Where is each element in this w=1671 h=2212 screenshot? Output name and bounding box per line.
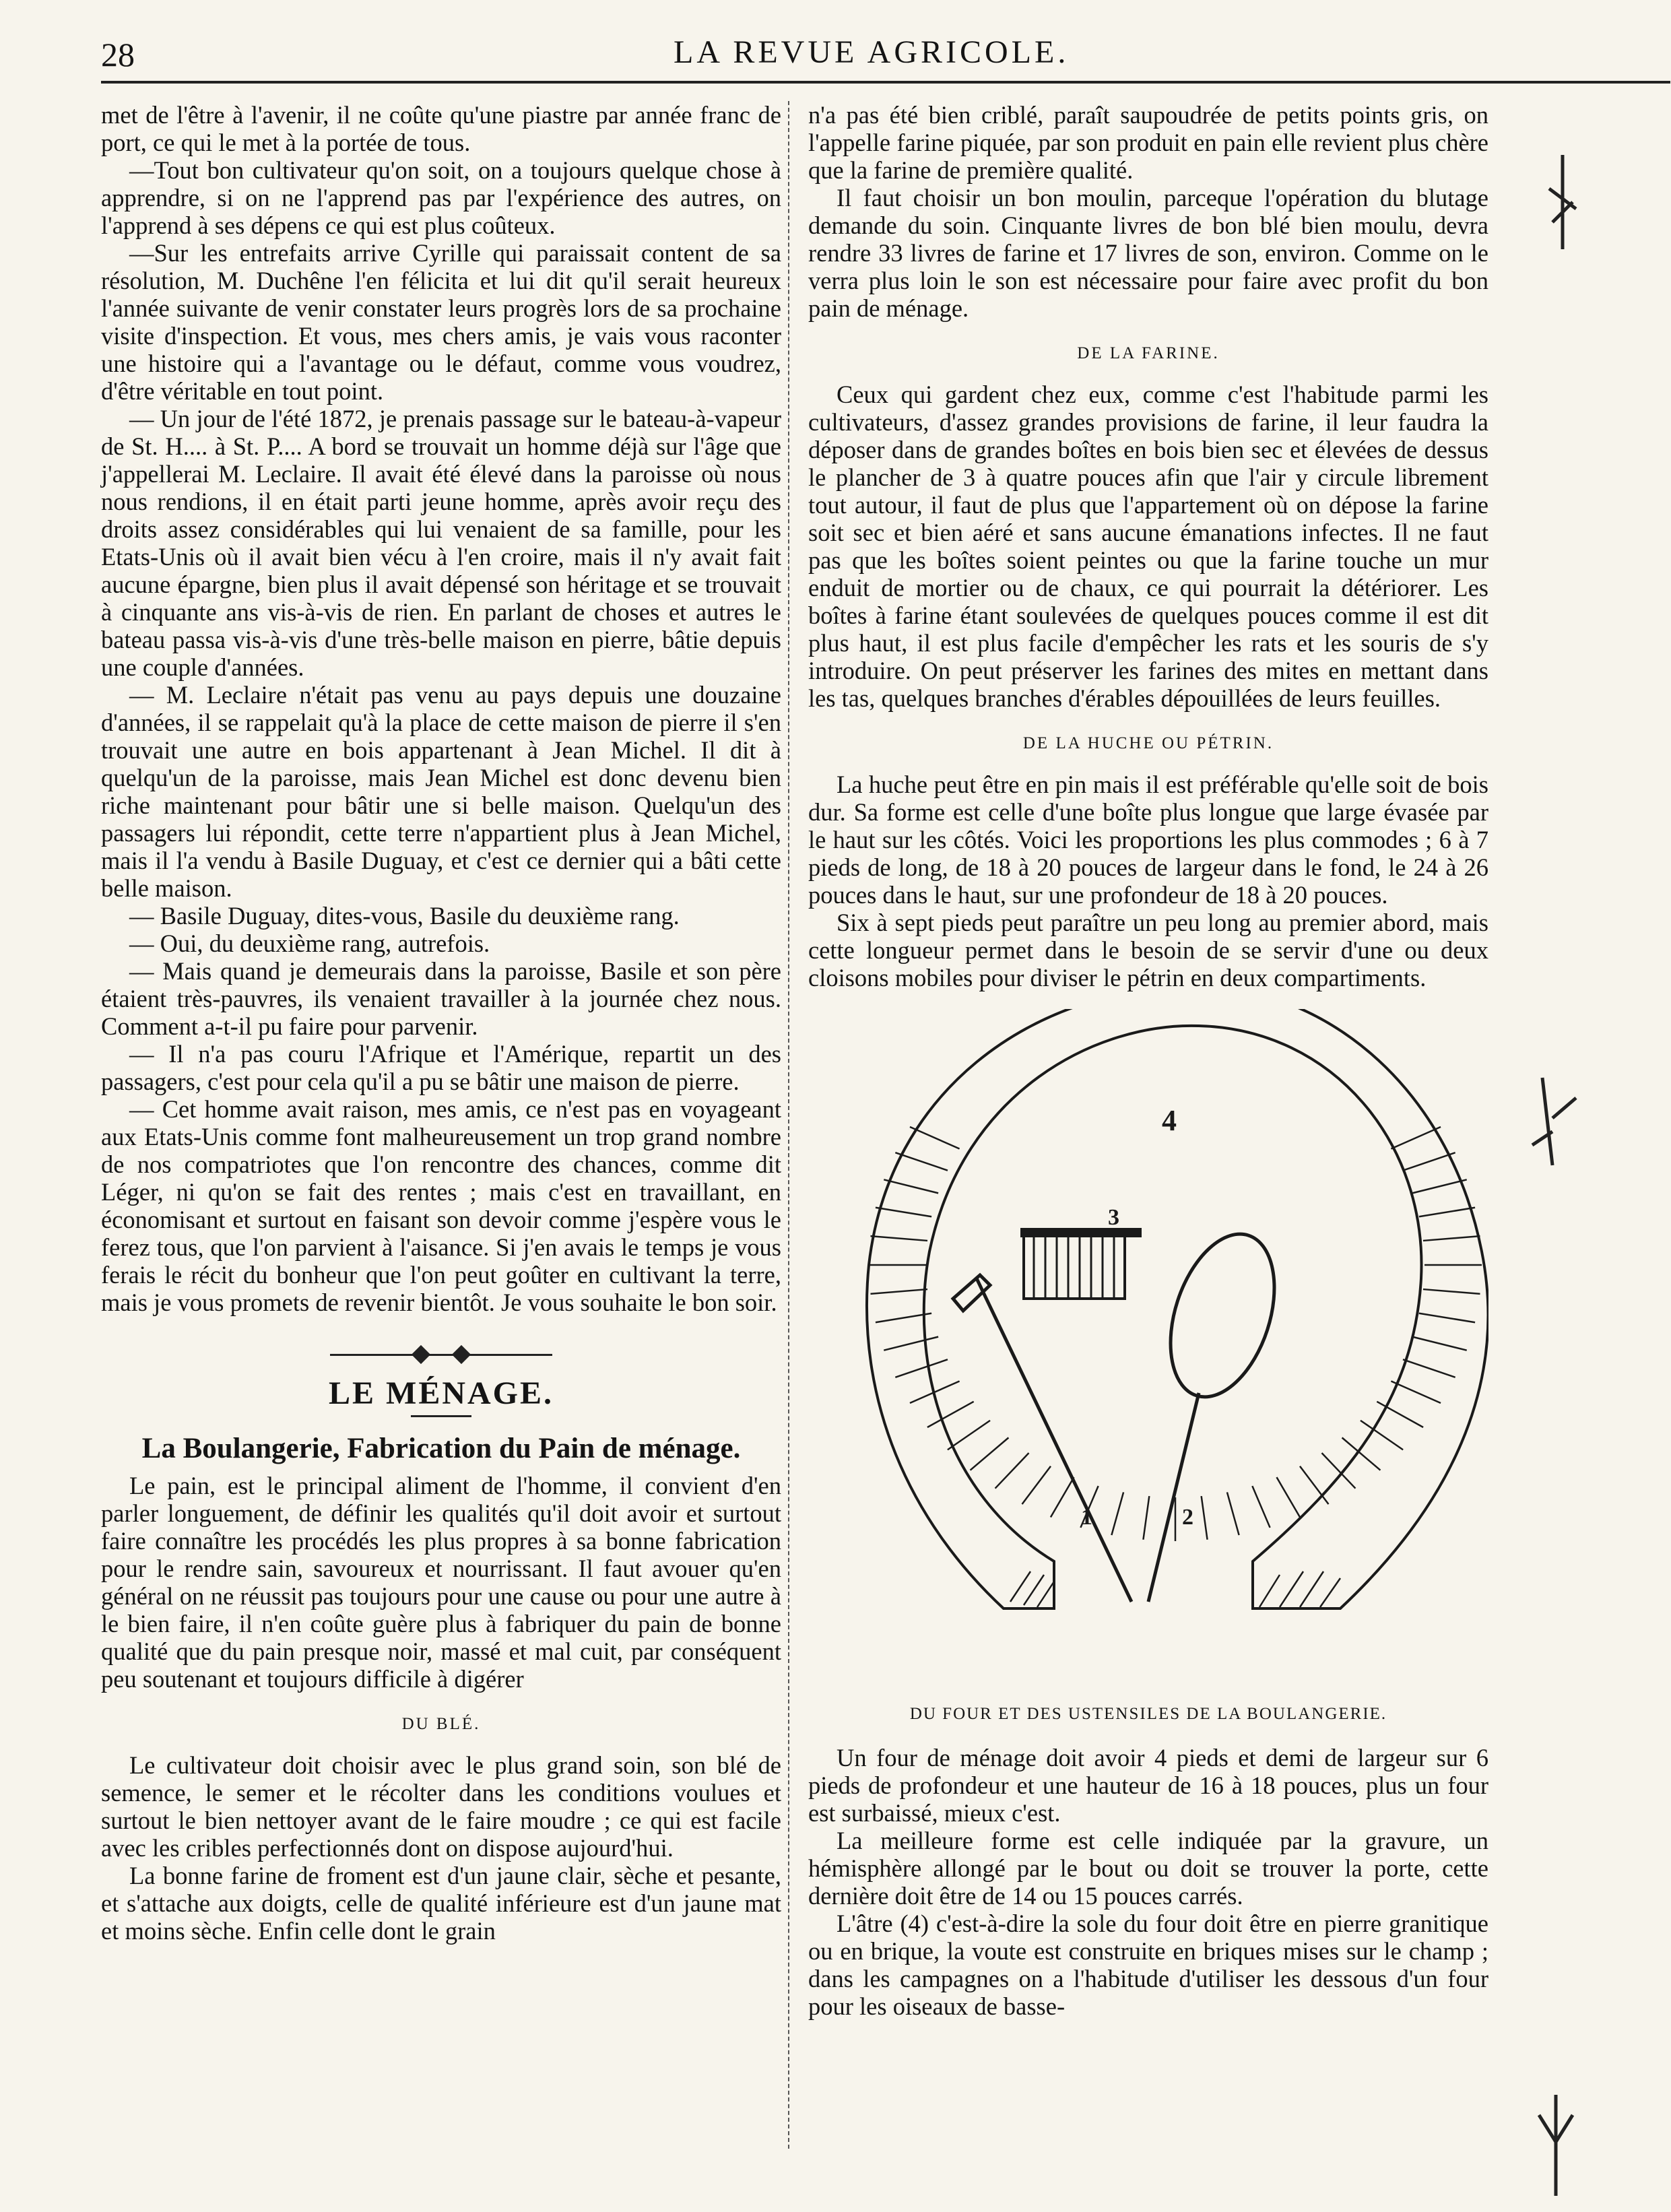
oven-illustration <box>808 1009 1488 1689</box>
label-3: 3 <box>1108 1205 1119 1230</box>
brick-joint <box>1423 1236 1480 1241</box>
brick-joint <box>870 1289 927 1294</box>
paragraph: —Sur les entrefaits arrive Cyrille qui paraissait content de sa résolution, M. Duchêne l'en félicita et lui dit qu'il serait heureux l'année suivante de venir constater leurs progrès lors de sa prochaine visite d'inspection. Et vous, mes chers amis, je vais vous raconter une histoire qui a l'avantage ou le défaut, comme vous voudrez, d'être véritable en tout point. <box>101 239 781 405</box>
brick-joint <box>1391 1381 1441 1404</box>
margin-mark <box>1522 1071 1583 1179</box>
label-4: 4 <box>1162 1104 1177 1137</box>
page-header <box>101 28 1670 84</box>
brick-joint <box>1403 1359 1455 1377</box>
brick-joint <box>1022 1466 1051 1504</box>
brick-joint <box>876 1208 931 1217</box>
article-title: La Boulangerie, Fabrication du Pain de ménage. <box>141 1433 741 1464</box>
brick-joint <box>1276 1477 1300 1517</box>
title-rule <box>411 1415 471 1417</box>
brick-joint <box>895 1152 948 1170</box>
brick-joint <box>927 1402 974 1427</box>
brick-joint <box>1300 1466 1329 1504</box>
oven-figure <box>808 1009 1488 1689</box>
paragraph: met de l'être à l'avenir, il ne coûte qu'une piastre par année franc de port, ce qui le met à la portée de tous. <box>101 101 781 156</box>
column-divider <box>788 101 789 2149</box>
door-hatching <box>1010 1571 1340 1607</box>
label-1: 1 <box>1081 1505 1092 1530</box>
paragraph: La bonne farine de froment est d'un jaune clair, sèche et pesante, et s'attache aux doigts, celle de qualité inférieure est d'un jaune mat et moins sèche. Enfin celle dont le grain <box>101 1862 781 1945</box>
paragraph: Le cultivateur doit choisir avec le plus grand soin, son blé de semence, le semer et le récolter dans les conditions voulues et surtout le bien nettoyer avant de le faire moudre ; ce qui est facile avec les cribles perfectionnés dont on dispose aujourd'hui. <box>101 1751 781 1862</box>
subhead-huche: DE LA HUCHE OU PÉTRIN. <box>1022 734 1274 752</box>
brick-joint <box>1377 1402 1423 1427</box>
paragraph: La meilleure forme est celle indiquée par la gravure, un hémisphère allongé par le bout ou doit se trouver la porte, cette dernière doit être de 14 ou 15 pouces carrés. <box>808 1827 1488 1910</box>
paragraph: L'âtre (4) c'est-à-dire la sole du four doit être en pierre granitique ou en brique, la voute est construite en briques mises sur le champ ; dans les campagnes on a l'habitude d'utiliser les dessous d'un four pour les oiseaux de basse- <box>808 1910 1488 2020</box>
figure-caption: DU FOUR ET DES USTENSILES DE LA BOULANGERIE. <box>909 1705 1387 1723</box>
label-2: 2 <box>1182 1505 1193 1530</box>
left-column <box>101 101 781 1945</box>
margin-mark <box>1536 148 1590 263</box>
brick-joint <box>884 1179 938 1193</box>
brick-joint <box>1412 1337 1467 1351</box>
paragraph: n'a pas été bien criblé, paraît saupoudrée de petits points gris, on l'appelle farine piquée, par son produit en pain elle revient plus chère que la farine de première qualité. <box>808 101 1488 184</box>
margin-mark <box>1529 2088 1583 2203</box>
brick-joint <box>1321 1453 1355 1489</box>
running-title: LA REVUE AGRICOLE. <box>674 34 1070 70</box>
brick-joint <box>995 1453 1029 1489</box>
page-number: 28 <box>101 36 135 73</box>
paragraph: — M. Leclaire n'était pas venu au pays depuis une douzaine d'années, il se rappelait qu'à la place de cette maison de pierre il s'en trouvait une autre en bois appartenant à Jean Michel. Il dit à quelqu'un de la paroisse, mais Jean Michel est donc devenu bien riche maintenant pour bâtir une si belle maison. Quelqu'un des passagers lui répondit, cette terre n'appartient plus à Jean Michel, mais il l'a vendu à Basile Duguay, et c'est ce dernier qui a bâti cette belle maison. <box>101 681 781 902</box>
brush-utensil <box>1020 1228 1142 1299</box>
right-column <box>808 101 1488 2020</box>
section-ornament <box>330 1346 552 1363</box>
brick-joint <box>1361 1421 1403 1450</box>
brick-joint <box>1423 1289 1480 1294</box>
subhead-ble: DU BLÉ. <box>401 1715 481 1733</box>
brick-joint <box>948 1421 990 1450</box>
paragraph: — Un jour de l'été 1872, je prenais passage sur le bateau-à-vapeur de St. H.... à St. P.... A bord se trouvait un homme déjà sur l'âge que j'appellerai M. Leclaire. Il avait été élevé dans la paroisse où nous nous rendions, il en était parti jeune homme, après avoir reçu des droits assez considérables qui lui venaient de sa famille, pour les Etats-Unis où il avait bien vécu à l'en croire, mais il n'y avait fait aucune épargne, bien plus il avait dépensé son héritage et se trouvait à cinquante ans vis-à-vis de rien. En parlant de choses et autres le bateau passa vis-à-vis d'une très-belle maison en pierre, bâtie depuis une couple d'années. <box>101 405 781 681</box>
paragraph: —Tout bon cultivateur qu'on soit, on a toujours quelque chose à apprendre, si on ne l'apprend pas par l'expérience des autres, on l'apprend à ses dépens ce qui est plus coûteux. <box>101 156 781 239</box>
paragraph: — Il n'a pas couru l'Afrique et l'Amérique, repartit un des passagers, c'est pour cela qu'il a pu se bâtir une maison de pierre. <box>101 1040 781 1095</box>
brick-joint <box>1202 1496 1208 1540</box>
paragraph: Un four de ménage doit avoir 4 pieds et demi de largeur sur 6 pieds de profondeur et une hauteur de 16 à 18 pouces, plus un four est surbaissé, mieux c'est. <box>808 1744 1488 1827</box>
paragraph: — Cet homme avait raison, mes amis, ce n'est pas en voyageant aux Etats-Unis comme font malheureusement un trop grand nombre de nos compatriotes que l'on rencontre des chances, comme dit Léger, ni qu'on se fait des rentes ; mais c'est en travaillant, en économisant et surtout en faisant son devoir comme j'espère vous le ferez tous, que l'on parvient à l'aisance. Si j'en avais le temps je vous ferais le récit du bonheur que l'on peut goûter en cultivant la terre, mais je vous promets de revenir bientôt. Je vous souhaite le bon soir. <box>101 1095 781 1316</box>
paragraph: Il faut choisir un bon moulin, parceque l'opération du blutage demande du soin. Cinquante livres de bon blé bien moulu, devra rendre 33 livres de farine et 17 livres de son, environ. Comme on le verra plus loin le son est nécessaire pour faire avec profit du bon pain de ménage. <box>808 184 1488 322</box>
brick-joint <box>910 1127 960 1149</box>
brick-joint <box>971 1437 1009 1470</box>
paragraph: Ceux qui gardent chez eux, comme c'est l'habitude parmi les cultivateurs, d'assez grandes provisions de farine, il leur faudra la déposer dans de grandes boîtes en bois bien sec et élevées de dessus le plancher de 3 à quatre pouces afin que l'air y circule librement tout autour, il faut de plus que l'appartement où on dépose la farine soit sec et bien aéré et sans aucune émanations infectes. Il ne faut pas que les boîtes soient peintes ou que la farine touche un mur enduit de mortier ou de chaux, ce qui pourrait la détériorer. Les boîtes à farine étant soulevées de quelques pouces comme il est dit plus haut, il est plus facile d'empêcher les rats et les souris de s'y introduire. On peut préserver les farines des mites en mettant dans les tas, quelques branches d'érables dépouillées de leurs feuilles. <box>808 381 1488 712</box>
brick-joint <box>884 1337 938 1351</box>
brick-joint <box>1227 1492 1239 1535</box>
brick-joint <box>1412 1179 1467 1193</box>
brick-joint <box>1419 1313 1475 1323</box>
brick-joint <box>1391 1127 1441 1149</box>
brick-joint <box>1419 1208 1475 1217</box>
brick-joint <box>895 1359 948 1377</box>
subhead-farine: DE LA FARINE. <box>1077 344 1220 362</box>
brick-joint <box>1143 1496 1149 1540</box>
brick-joint <box>1111 1492 1123 1535</box>
paragraph: Le pain, est le principal aliment de l'homme, il convient d'en parler longuement, de définir les qualités qu'il doit avoir et surtout faire connaître les procédés les plus propres à sa bonne fabrication pour le rendre sain, savoureux et nourrissant. Il faut avouer qu'en général on ne réussit pas toujours pour une cause ou pour une autre à le bien faire, il n'en coûte guère plus à fabriquer du pain de bonne qualité que du pain presque noir, massé et mal cuit, par conséquent peu soutenant et toujours difficile à digérer <box>101 1472 781 1693</box>
paragraph: Six à sept pieds peut paraître un peu long au premier abord, mais cette longueur permet dans le besoin de se servir d'une ou deux cloisons mobiles pour diviser le pétrin en deux compartiments. <box>808 909 1488 991</box>
paragraph: — Oui, du deuxième rang, autrefois. <box>129 930 490 957</box>
paragraph: — Basile Duguay, dites-vous, Basile du deuxième rang. <box>129 902 680 930</box>
paragraph: La huche peut être en pin mais il est préférable qu'elle soit de bois dur. Sa forme est celle d'une boîte plus longue que large évasée par le haut sur les côtés. Voici les proportions les plus commodes ; 6 à 7 pieds de long, de 18 à 20 pouces de largeur dans le fond, le 24 à 26 pouces dans le haut, sur une profondeur de 18 à 20 pouces. <box>808 771 1488 909</box>
brick-joint <box>870 1236 927 1241</box>
section-title: LE MÉNAGE. <box>328 1375 554 1411</box>
paragraph: — Mais quand je demeurais dans la paroisse, Basile et son père étaient très-pauvres, ils venaient travailler à la journée chez nous. Comment a-t-il pu faire pour parvenir. <box>101 957 781 1040</box>
brick-joint <box>1252 1486 1270 1528</box>
brick-joint <box>1051 1477 1074 1517</box>
brick-joint <box>1403 1152 1455 1170</box>
